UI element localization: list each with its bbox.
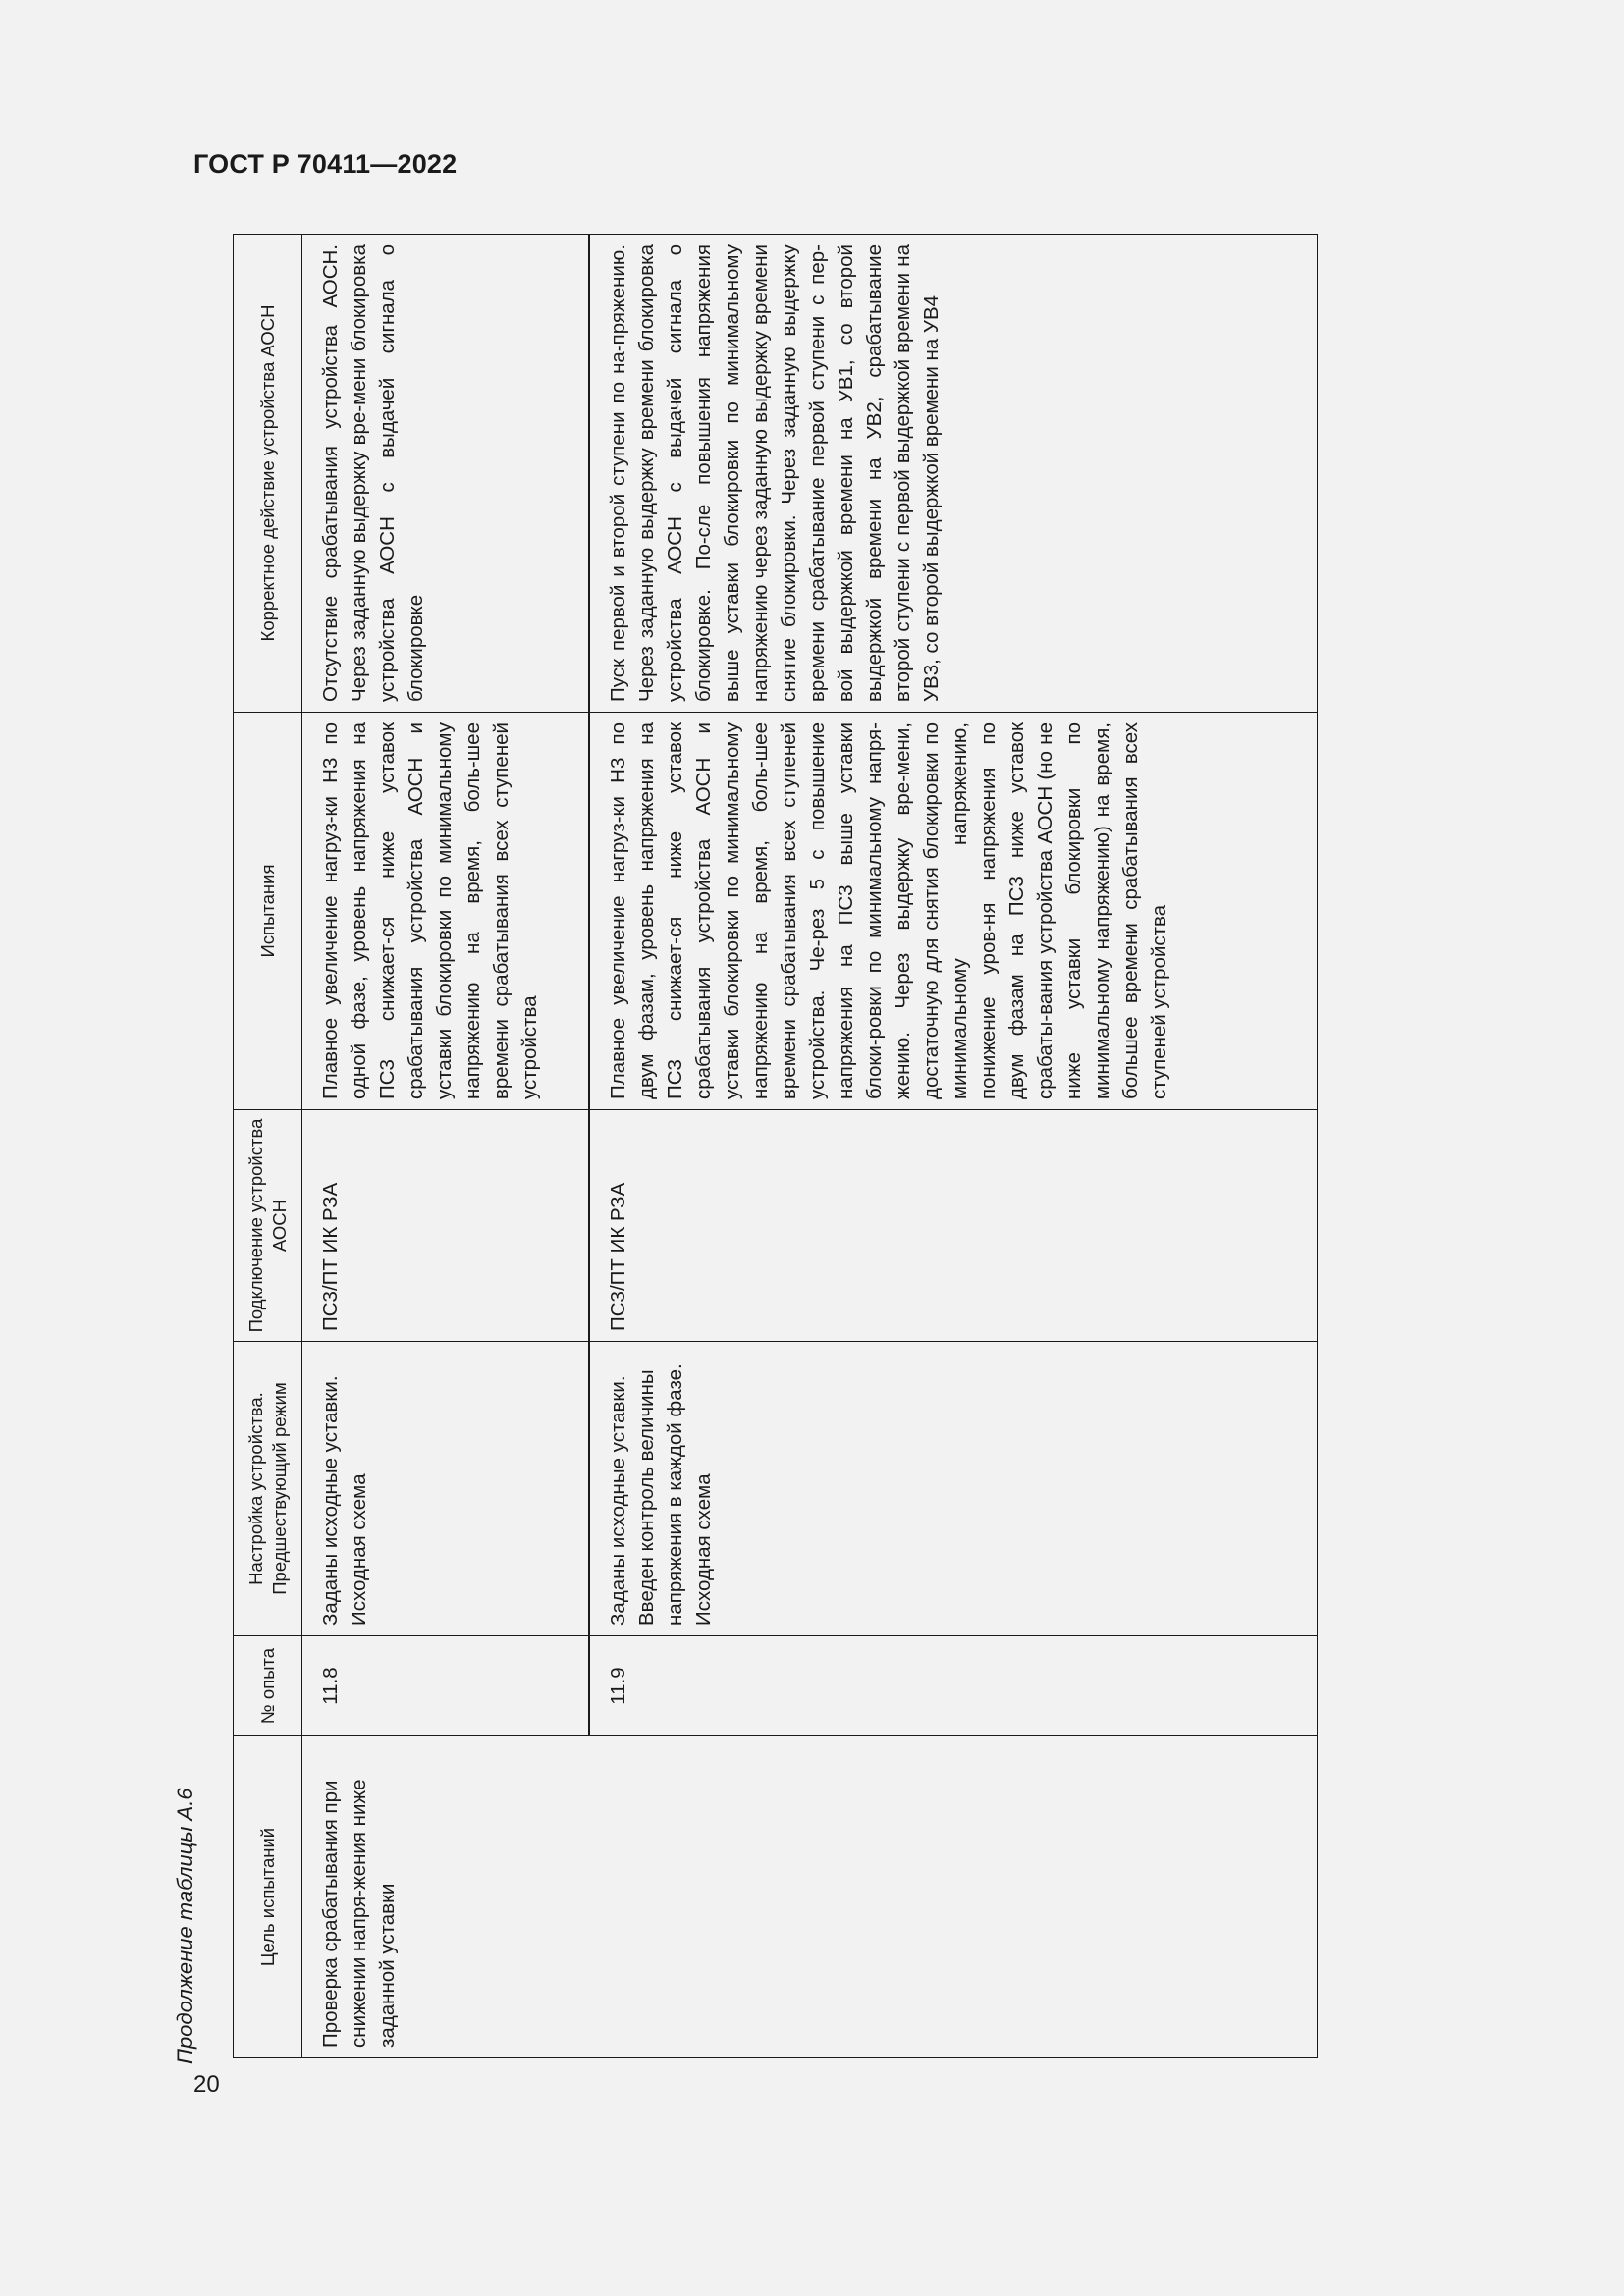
goal-cell: Проверка срабатывания при снижении напря-жения ниже заданной уставки <box>302 1736 1318 2058</box>
rotated-table-container <box>233 235 1317 2058</box>
row-setup: Заданы исходные уставки. Введен контроль величины напряжения в каждой фазе. Исходная схема <box>589 1342 1318 1636</box>
header-number: № опыта <box>234 1636 302 1736</box>
header-connection: Подключение устройства АОСН <box>234 1110 302 1342</box>
table-caption: Продолжение таблицы А.6 <box>173 1788 197 2064</box>
table-header-row <box>234 235 302 2058</box>
document-code: ГОСТ Р 70411—2022 <box>193 149 458 179</box>
test-table <box>233 234 1318 2058</box>
row-number: 11.8 <box>302 1636 589 1736</box>
row-setup: Заданы исходные уставки. Исходная схема <box>302 1342 589 1636</box>
header-tests: Испытания <box>234 713 302 1110</box>
row-number: 11.9 <box>589 1636 1318 1736</box>
table-row <box>302 235 589 2058</box>
header-setup: Настройка устройства. Предшествующий режим <box>234 1342 302 1636</box>
header-goal: Цель испытаний <box>234 1736 302 2058</box>
row-connection: ПС3/ПТ ИК РЗА <box>302 1110 589 1342</box>
row-tests: Плавное увеличение нагруз-ки Н3 по одной фазе, уровень напряжения на ПС3 снижает-ся ниже уставок срабатывания устройства АОСН и уставки блокировки по минимальному напряжению на время, боль-шее времени срабатывания всех ступеней устройства <box>302 713 589 1110</box>
page-number: 20 <box>193 2071 220 2098</box>
row-tests: Плавное увеличение нагруз-ки Н3 по двум фазам, уровень напряжения на ПС3 снижает-ся ниже уставок срабатывания устройства АОСН и уставки блокировки по минимальному напряжению на время, боль-шее времени срабатывания всех ступеней устройства. Че-рез 5 с повышение напряжения на ПС3 выше уставки блоки-ровки по минимальному напря-жению. Через выдержку вре-мени, достаточную для снятия блокировки по минимальному напряжению, понижение уров-ня напряжения по двум фазам на ПС3 ниже уставок срабаты-вания устройства АОСН (но не ниже уставки блокировки по минимальному напряжению) на время, большее времени срабатывания всех ступеней устройства <box>589 713 1318 1110</box>
header-action: Корректное действие устройства АОСН <box>234 235 302 713</box>
row-connection: ПС3/ПТ ИК РЗА <box>589 1110 1318 1342</box>
row-action: Отсутствие срабатывания устройства АОСН. Через заданную выдержку вре-мени блокировка устройства АОСН с выдачей сигнала о блокировке <box>302 235 589 713</box>
row-action: Пуск первой и второй ступени по на-пряжению. Через заданную выдержку времени блокировка устройства АОСН с выдачей сигнала о блокировке. По-сле повышения напряжения выше уставки блокировки по минимальному напряжению через заданную выдержку времени снятие блокировки. Через заданную выдержку времени срабатывание первой ступени с пер-вой выдержкой времени на УВ1, со второй выдержкой времени на УВ2, срабатывание второй ступени с первой выдержкой времени на УВ3, со второй выдержкой времени на УВ4 <box>589 235 1318 713</box>
